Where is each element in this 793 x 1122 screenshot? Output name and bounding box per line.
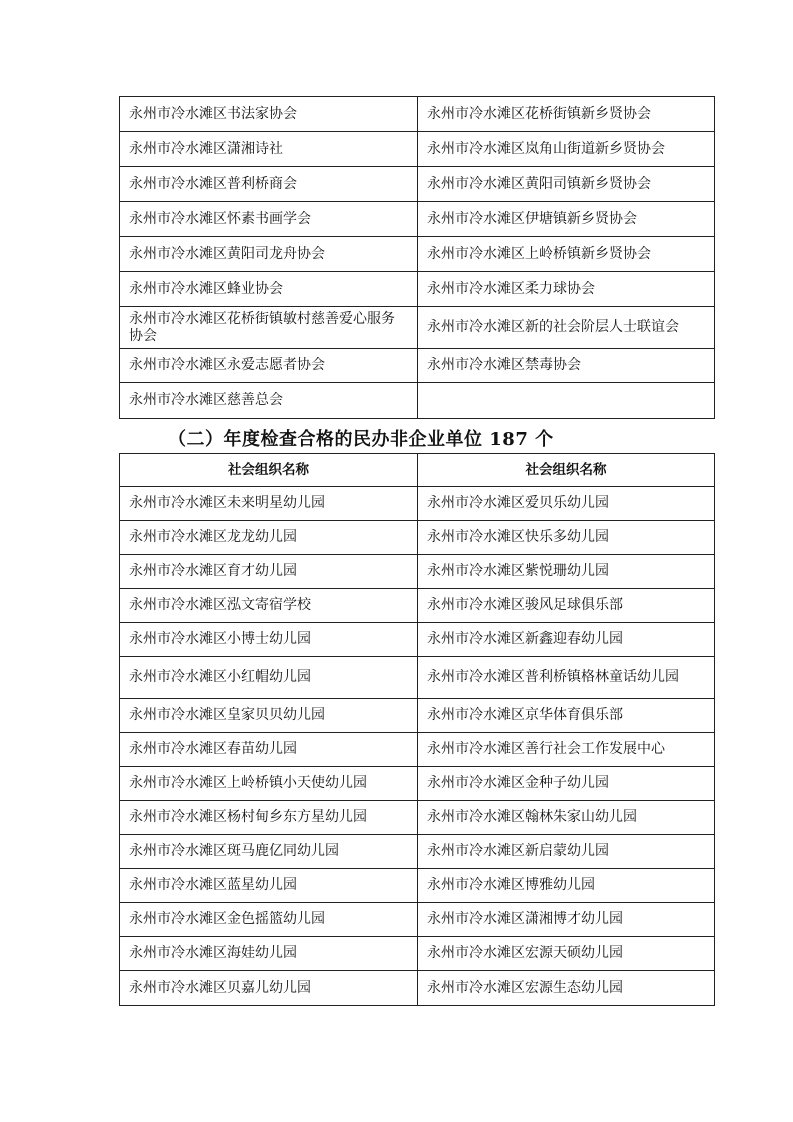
table-cell: 永州市冷水滩区育才幼儿园 — [120, 555, 418, 589]
table-cell: 永州市冷水滩区花桥街镇敏村慈善爱心服务协会 — [120, 307, 418, 349]
table-cell: 永州市冷水滩区柔力球协会 — [418, 272, 715, 307]
table-cell: 永州市冷水滩区海娃幼儿园 — [120, 937, 418, 971]
table-cell: 永州市冷水滩区善行社会工作发展中心 — [418, 733, 715, 767]
table-row — [120, 767, 715, 801]
table-cell: 永州市冷水滩区新鑫迎春幼儿园 — [418, 623, 715, 657]
table-cell: 永州市冷水滩区杨村甸乡东方星幼儿园 — [120, 801, 418, 835]
table-row — [120, 132, 715, 167]
table-header-row — [120, 454, 715, 487]
table-cell: 永州市冷水滩区慈善总会 — [120, 383, 418, 419]
table-cell: 永州市冷水滩区伊塘镇新乡贤协会 — [418, 202, 715, 237]
table-cell: 永州市冷水滩区小博士幼儿园 — [120, 623, 418, 657]
table-cell: 永州市冷水滩区潇湘博才幼儿园 — [418, 903, 715, 937]
table-cell: 永州市冷水滩区蜂业协会 — [120, 272, 418, 307]
table-row — [120, 272, 715, 307]
table-cell: 永州市冷水滩区贝嘉儿幼儿园 — [120, 971, 418, 1006]
table-row — [120, 657, 715, 699]
table-cell: 永州市冷水滩区斑马鹿亿同幼儿园 — [120, 835, 418, 869]
table-row — [120, 307, 715, 349]
table-row — [120, 589, 715, 623]
table-row — [120, 835, 715, 869]
table-row — [120, 801, 715, 835]
table-cell: 永州市冷水滩区黄阳司龙舟协会 — [120, 237, 418, 272]
table-row — [120, 903, 715, 937]
table-cell: 永州市冷水滩区快乐多幼儿园 — [418, 521, 715, 555]
table-row — [120, 97, 715, 132]
table-row — [120, 487, 715, 521]
table-cell — [418, 383, 715, 419]
table-cell: 永州市冷水滩区禁毒协会 — [418, 349, 715, 383]
table-row — [120, 623, 715, 657]
table-cell: 永州市冷水滩区上岭桥镇小天使幼儿园 — [120, 767, 418, 801]
table-cell: 永州市冷水滩区岚角山街道新乡贤协会 — [418, 132, 715, 167]
table-cell: 永州市冷水滩区新启蒙幼儿园 — [418, 835, 715, 869]
table-cell: 永州市冷水滩区永爱志愿者协会 — [120, 349, 418, 383]
table-cell: 永州市冷水滩区京华体育俱乐部 — [418, 699, 715, 733]
table-cell: 永州市冷水滩区上岭桥镇新乡贤协会 — [418, 237, 715, 272]
table-cell: 永州市冷水滩区新的社会阶层人士联谊会 — [418, 307, 715, 349]
table-cell: 永州市冷水滩区宏源天硕幼儿园 — [418, 937, 715, 971]
table-row — [120, 202, 715, 237]
table-cell: 永州市冷水滩区怀素书画学会 — [120, 202, 418, 237]
table-cell: 永州市冷水滩区爱贝乐幼儿园 — [418, 487, 715, 521]
table-row — [120, 237, 715, 272]
table-cell: 永州市冷水滩区龙龙幼儿园 — [120, 521, 418, 555]
section-title: （二）年度检查合格的民办非企业单位 187 个 — [168, 429, 554, 450]
table-row — [120, 937, 715, 971]
table-cell: 永州市冷水滩区宏源生态幼儿园 — [418, 971, 715, 1006]
table-row — [120, 869, 715, 903]
table-row — [120, 167, 715, 202]
table-cell: 永州市冷水滩区金种子幼儿园 — [418, 767, 715, 801]
table-cell: 永州市冷水滩区金色摇篮幼儿园 — [120, 903, 418, 937]
table-cell: 永州市冷水滩区翰林朱家山幼儿园 — [418, 801, 715, 835]
table-annual-inspection-associations — [119, 96, 715, 419]
table-row — [120, 521, 715, 555]
table-cell: 永州市冷水滩区普利桥商会 — [120, 167, 418, 202]
table-cell: 永州市冷水滩区黄阳司镇新乡贤协会 — [418, 167, 715, 202]
table-cell: 永州市冷水滩区泓文寄宿学校 — [120, 589, 418, 623]
table-row — [120, 699, 715, 733]
table-cell: 永州市冷水滩区未来明星幼儿园 — [120, 487, 418, 521]
table-row — [120, 349, 715, 383]
table-row — [120, 971, 715, 1006]
table-cell: 永州市冷水滩区普利桥镇格林童话幼儿园 — [418, 657, 715, 699]
table-cell: 永州市冷水滩区书法家协会 — [120, 97, 418, 132]
table-cell: 永州市冷水滩区博雅幼儿园 — [418, 869, 715, 903]
table-row — [120, 555, 715, 589]
table-cell: 永州市冷水滩区小红帽幼儿园 — [120, 657, 418, 699]
table-row — [120, 733, 715, 767]
table-cell: 永州市冷水滩区蓝星幼儿园 — [120, 869, 418, 903]
column-header: 社会组织名称 — [120, 454, 418, 487]
table-cell: 永州市冷水滩区骏风足球俱乐部 — [418, 589, 715, 623]
table-private-non-enterprise-units — [119, 453, 715, 1006]
table-cell: 永州市冷水滩区皇家贝贝幼儿园 — [120, 699, 418, 733]
table-cell: 永州市冷水滩区潇湘诗社 — [120, 132, 418, 167]
table-cell: 永州市冷水滩区紫悦珊幼儿园 — [418, 555, 715, 589]
table-row — [120, 383, 715, 419]
table-cell: 永州市冷水滩区春苗幼儿园 — [120, 733, 418, 767]
table-cell: 永州市冷水滩区花桥街镇新乡贤协会 — [418, 97, 715, 132]
column-header: 社会组织名称 — [418, 454, 715, 487]
